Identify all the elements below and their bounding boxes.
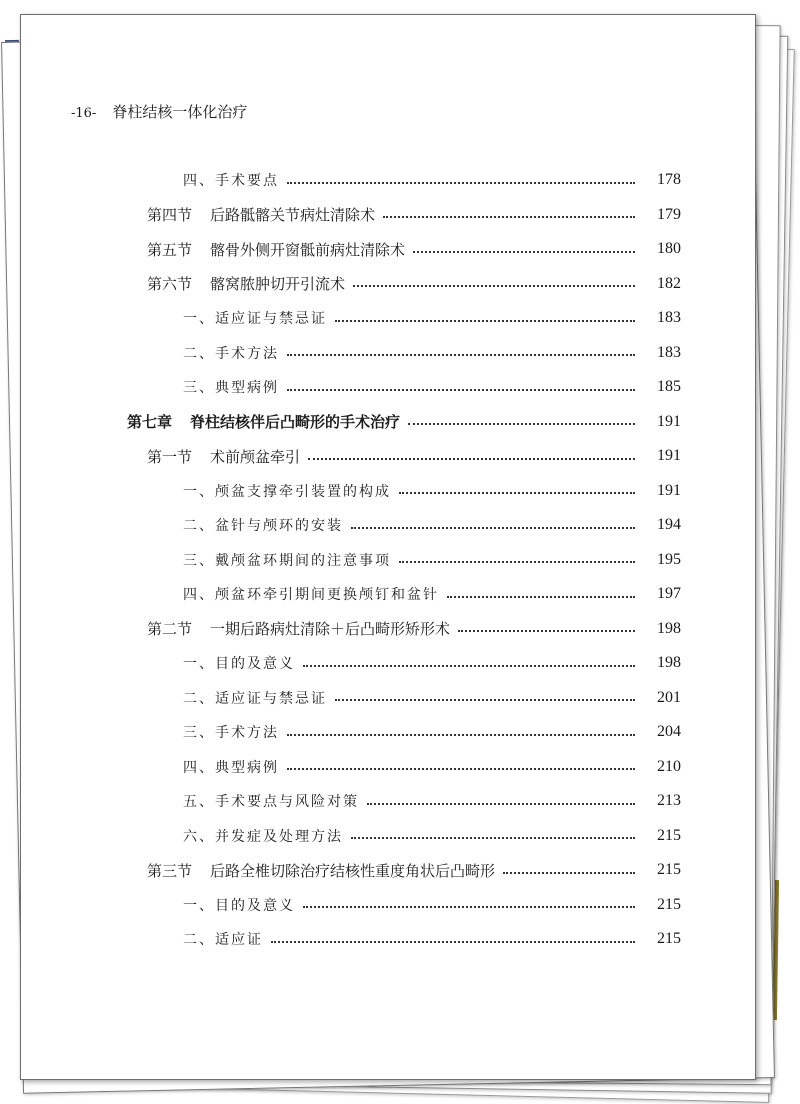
toc-entry[interactable] (183, 786, 681, 816)
toc-entry-prefix: 第五节 (147, 240, 193, 259)
toc-entry-page-number: 191 (657, 447, 681, 464)
toc-leader-dots (351, 836, 635, 839)
toc-entry-page-number: 195 (657, 550, 681, 568)
toc-entry-title: 适应证 (215, 932, 263, 948)
toc-entry[interactable] (147, 269, 681, 299)
toc-entry-page-number: 213 (657, 792, 681, 809)
toc-entry[interactable] (183, 545, 681, 575)
toc-entry-page-number: 178 (657, 171, 681, 188)
toc-entry-title: 脊柱结核伴后凸畸形的手术治疗 (190, 413, 401, 431)
toc-entry-label (183, 343, 279, 363)
toc-entry-page-number: 191 (657, 481, 681, 499)
toc-entry-label (183, 308, 327, 328)
toc-leader-dots (335, 698, 635, 701)
toc-entry-title: 手术要点 (215, 173, 279, 189)
toc-entry[interactable] (183, 924, 681, 954)
toc-entry[interactable] (183, 372, 681, 402)
toc-entry[interactable] (183, 717, 681, 747)
toc-entry-label (183, 584, 439, 604)
toc-entry-page-number: 198 (657, 654, 681, 671)
toc-entry-prefix: 第一节 (147, 447, 193, 466)
toc-entry-title: 戴颅盆环期间的注意事项 (215, 552, 391, 569)
toc-entry-page-number: 198 (657, 619, 681, 637)
toc-entry-label (183, 688, 327, 708)
toc-entry[interactable] (183, 821, 681, 851)
toc-entry-label (183, 791, 359, 811)
toc-leader-dots (351, 526, 635, 529)
toc-entry[interactable] (127, 407, 681, 437)
toc-entry[interactable] (183, 890, 681, 920)
toc-entry-label (147, 239, 405, 260)
toc-leader-dots (503, 871, 635, 874)
toc-entry-page-number: 215 (657, 895, 681, 913)
toc-entry-title: 典型病例 (215, 380, 279, 396)
toc-entry-title: 盆针与颅环的安装 (215, 518, 343, 534)
toc-entry-prefix: 一、 (183, 483, 215, 500)
toc-entry-title: 髂骨外侧开窗骶前病灶清除术 (210, 240, 406, 259)
toc-entry-title: 手术方法 (215, 725, 279, 741)
toc-entry-page-number: 191 (657, 412, 681, 430)
toc-entry-label (147, 446, 300, 467)
toc-entry-page-number: 179 (657, 205, 681, 223)
toc-entry-page-number: 201 (657, 688, 681, 706)
toc-entry-title: 后路骶髂关节病灶清除术 (210, 206, 376, 224)
toc-entry-prefix: 第四节 (147, 206, 193, 224)
toc-entry-prefix: 二、 (183, 932, 215, 948)
toc-entry-prefix: 五、 (183, 794, 215, 810)
toc-entry-title: 目的及意义 (215, 656, 295, 672)
toc-entry-prefix: 第三节 (147, 861, 193, 880)
toc-entry-page-number: 194 (657, 516, 681, 533)
toc-entry-prefix: 一、 (183, 311, 215, 327)
running-header (71, 101, 247, 125)
toc-entry-label (147, 618, 450, 639)
toc-entry-page-number: 180 (657, 240, 681, 257)
toc-entry[interactable] (183, 648, 681, 678)
toc-entry-label (183, 895, 295, 915)
toc-entry-label (183, 757, 279, 777)
toc-entry-title: 颅盆环牵引期间更换颅钉和盆针 (215, 587, 439, 603)
toc-entry-prefix: 二、 (183, 518, 215, 534)
toc-entry[interactable] (183, 338, 681, 368)
toc-leader-dots (335, 319, 635, 322)
toc-entry-page-number: 215 (657, 826, 681, 844)
toc-leader-dots (353, 284, 635, 287)
toc-entry-label (183, 550, 391, 570)
toc-entry-title: 并发症及处理方法 (215, 828, 343, 845)
toc-entry-label (127, 411, 400, 432)
toc-entry-title: 目的及意义 (215, 897, 295, 914)
toc-entry-prefix: 四、 (183, 173, 215, 189)
toc-entry[interactable] (183, 303, 681, 333)
toc-entry-page-number: 215 (657, 861, 681, 878)
toc-entry-title: 后路全椎切除治疗结核性重度角状后凸畸形 (210, 861, 496, 880)
toc-entry-title: 髂窝脓肿切开引流术 (210, 275, 346, 293)
toc-entry-prefix: 第七章 (127, 413, 173, 431)
toc-entry-label (183, 826, 343, 846)
toc-entry-page-number: 204 (657, 723, 681, 740)
toc-entry-page-number: 183 (657, 343, 681, 361)
toc-leader-dots (287, 181, 635, 184)
toc-entry[interactable] (183, 579, 681, 609)
toc-entry[interactable] (147, 855, 681, 885)
toc-entry-page-number: 185 (657, 378, 681, 395)
toc-entry[interactable] (147, 200, 681, 230)
toc-entry-title: 手术方法 (215, 345, 279, 362)
toc-entry[interactable] (183, 165, 681, 195)
toc-entry-prefix: 六、 (183, 828, 215, 845)
toc-entry-prefix: 三、 (183, 725, 215, 741)
toc-entry[interactable] (147, 614, 681, 644)
toc-entry-prefix: 二、 (183, 690, 215, 707)
toc-leader-dots (408, 422, 635, 425)
toc-entry-page-number: 215 (657, 930, 681, 947)
toc-leader-dots (383, 215, 635, 218)
toc-leader-dots (287, 388, 635, 391)
header-book-title: 脊柱结核一体化治疗 (112, 103, 248, 121)
toc-entry-title: 典型病例 (215, 759, 279, 776)
toc-leader-dots (271, 940, 635, 943)
toc-leader-dots (287, 767, 635, 770)
toc-entry-prefix: 四、 (183, 759, 215, 776)
toc-entry-title: 手术要点与风险对策 (215, 794, 359, 810)
toc-leader-dots (447, 595, 635, 598)
toc-entry-label (147, 860, 495, 881)
toc-entry-prefix: 四、 (183, 587, 215, 603)
toc-entry-prefix: 第六节 (147, 275, 193, 293)
toc-leader-dots (367, 802, 635, 805)
toc-entry-prefix: 三、 (183, 380, 215, 396)
toc-leader-dots (303, 905, 635, 908)
toc-entry[interactable] (183, 510, 681, 540)
toc-entry-page-number: 183 (657, 309, 681, 326)
toc-leader-dots (287, 353, 635, 356)
toc-entry[interactable] (183, 683, 681, 713)
toc-entry-title: 颅盆支撑牵引装置的构成 (215, 483, 391, 500)
toc-leader-dots (399, 491, 635, 494)
toc-entry-title: 适应证与禁忌证 (215, 311, 327, 327)
toc-entry-label (183, 170, 279, 190)
toc-entry-prefix: 第二节 (147, 620, 193, 638)
toc-entry-prefix: 三、 (183, 552, 215, 569)
toc-entry-label (183, 653, 295, 673)
toc-entry[interactable] (147, 234, 681, 264)
toc-entry[interactable] (183, 752, 681, 782)
toc-entry-label (183, 377, 279, 397)
header-page-number: -16- (71, 106, 97, 121)
toc-entry-page-number: 182 (657, 274, 681, 292)
toc-entry-title: 一期后路病灶清除＋后凸畸形矫形术 (210, 620, 451, 638)
toc-entry-label (183, 515, 343, 535)
toc-entry-label (183, 929, 263, 949)
toc-entry-label (147, 204, 375, 225)
toc-entry-prefix: 一、 (183, 656, 215, 672)
toc-entry[interactable] (183, 476, 681, 506)
toc-entry-prefix: 二、 (183, 345, 215, 362)
toc-entry-title: 适应证与禁忌证 (215, 690, 327, 707)
toc-entry-page-number: 197 (657, 585, 681, 602)
toc-entry[interactable] (147, 441, 681, 471)
toc-leader-dots (413, 250, 635, 253)
toc-leader-dots (399, 560, 635, 563)
toc-entry-prefix: 一、 (183, 897, 215, 914)
toc-leader-dots (287, 733, 635, 736)
toc-leader-dots (308, 457, 635, 460)
toc-leader-dots (303, 664, 635, 667)
document-page (20, 14, 756, 1080)
toc-entry-title: 术前颅盆牵引 (210, 447, 301, 466)
toc-leader-dots (458, 629, 635, 632)
toc-entry-label (147, 273, 345, 294)
toc-entry-page-number: 210 (657, 757, 681, 775)
toc-entry-label (183, 722, 279, 742)
toc-entry-label (183, 481, 391, 501)
